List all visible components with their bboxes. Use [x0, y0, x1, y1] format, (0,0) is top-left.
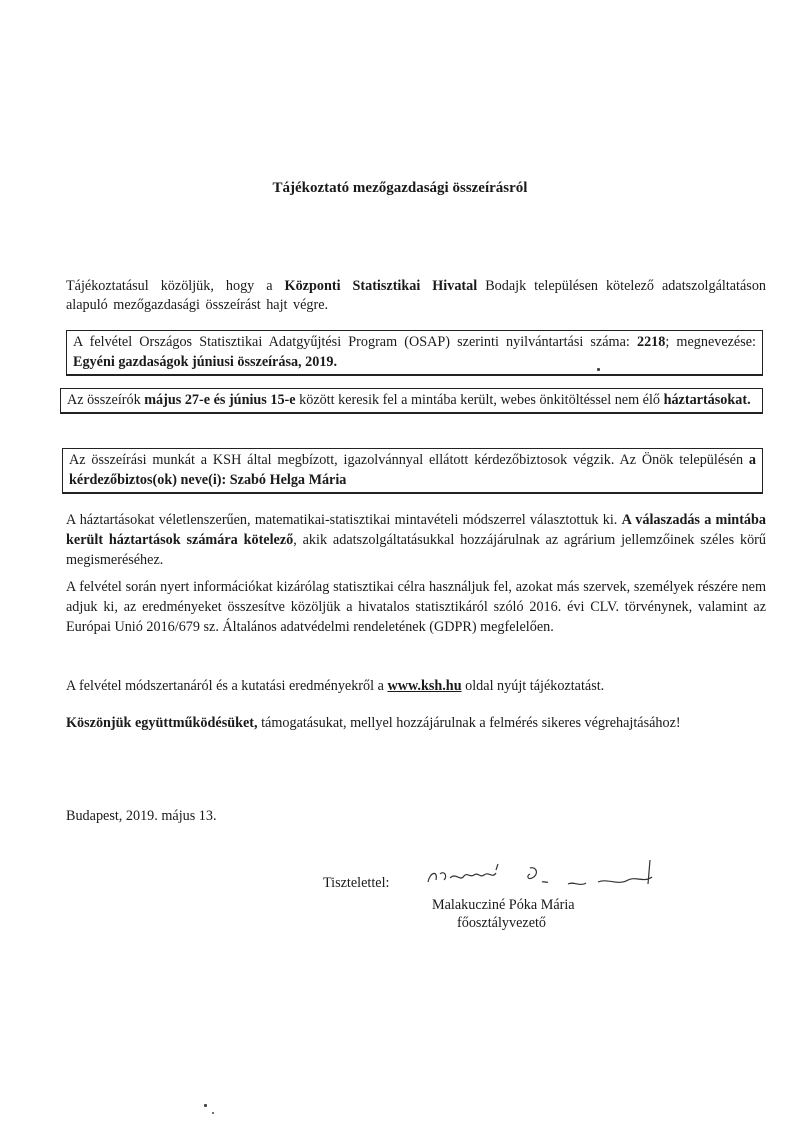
sampling-text-2: , akik adatszolgáltatásukkal hozzájárulnak az agrárium jellemzőinek széles körű megismeréséhez.	[66, 532, 766, 568]
mandatory-notice: A válaszadás a mintába került háztartások számára kötelező	[66, 512, 766, 548]
osap-box	[66, 330, 763, 376]
scan-speck	[212, 1112, 214, 1114]
intro-text-2: Bodajk településen kötelező adatszolgáltatáson alapuló mezőgazdasági összeírást hajt végre.	[66, 278, 767, 313]
thanks-text: támogatásukat, mellyel hozzájárulnak a felmérés sikeres végrehajtásához!	[257, 715, 681, 731]
interviewer-text-1: Az összeírási munkát a KSH által megbízott, igazolvánnyal ellátott kérdezőbiztosok végzik. Az Önök településén	[69, 452, 749, 468]
dates-box	[60, 388, 763, 414]
survey-period: május 27-e és június 15-e	[144, 392, 296, 408]
website-text-1: A felvétel módszertanáról és a kutatási eredményekről a	[66, 678, 388, 694]
interviewer-name: a kérdezőbiztos(ok) neve(i): Szabó Helga Mária	[69, 452, 756, 488]
thanks-bold: Köszönjük együttműködésüket,	[66, 715, 258, 731]
agency-name: Központi Statisztikai Hivatal	[284, 278, 478, 294]
scan-speck	[204, 1104, 207, 1107]
osap-number: 2218	[636, 334, 666, 350]
dates-text-2: között keresik fel a mintába került, webes önkitöltéssel nem élő	[295, 392, 664, 408]
osap-survey-name: Egyéni gazdaságok júniusi összeírása, 2019.	[73, 354, 338, 370]
signer-name: Malakucziné Póka Mária	[432, 897, 575, 913]
interviewer-box	[62, 448, 763, 494]
sampling-paragraph	[66, 510, 766, 570]
sampling-text-1: A háztartásokat véletlenszerűen, matematikai-statisztikai mintavételi módszerrel választottuk ki.	[66, 512, 622, 528]
dates-text-1: Az összeírók	[67, 392, 145, 408]
scan-speck	[597, 368, 600, 371]
privacy-paragraph: A felvétel során nyert információkat kizárólag statisztikai célra használjuk fel, azokat más szervek, személyek részére nem adjuk ki, az eredményeket összesítve közöljük a hivatalos statisztikáról szóló 2016. évi CLV. törvénynek, valamint az Európai Unió 2016/679 sz. Általános adatvédelmi rendeletének (GDPR) megfelelően.	[66, 579, 766, 635]
signer-title: főosztályvezető	[457, 915, 547, 931]
dates-households: háztartásokat.	[663, 392, 751, 408]
website-text-2: oldal nyújt tájékoztatást.	[461, 678, 605, 694]
website-paragraph	[66, 676, 766, 696]
osap-text-2: ; megnevezése:	[665, 334, 756, 350]
osap-text-1: A felvétel Országos Statisztikai Adatgyűjtési Program (OSAP) szerinti nyilvántartási száma:	[73, 334, 637, 350]
intro-paragraph	[66, 277, 766, 315]
document-title: Tájékoztató mezőgazdasági összeírásról	[272, 180, 528, 196]
intro-text-1: Tájékoztatásul közöljük, hogy a	[66, 278, 285, 294]
regards-label: Tisztelettel:	[323, 875, 390, 891]
thanks-paragraph	[66, 713, 776, 733]
document-date: Budapest, 2019. május 13.	[66, 808, 217, 824]
ksh-website-link[interactable]: www.ksh.hu	[387, 678, 462, 694]
handwritten-signature	[418, 852, 678, 896]
